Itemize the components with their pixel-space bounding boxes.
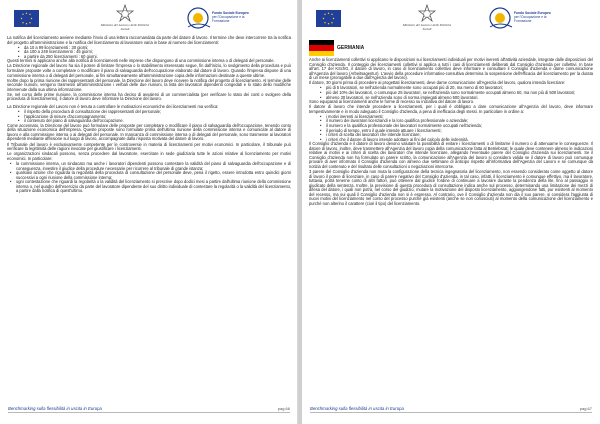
court-list [7, 162, 291, 194]
paragraph: La notifica del licenziamento avviene mediante l'invio di una lettera raccomandata da parte del datore di lavoro. Il termine che deve intercorrere tra la notifica del progetto all'amministrazione e la notifica del licenziamento al lavoratore varia in base al numero dei licenziamenti: [7, 35, 291, 45]
page-footer [310, 406, 592, 414]
checks-list [7, 110, 291, 124]
fund-label [212, 12, 256, 23]
fund-subtitle: per l'Occupazione e la Formazione [212, 14, 245, 23]
page-body [309, 36, 593, 207]
paragraph: Come accennato, la Direzione del lavoro può formulare delle proposte per completare o modificare il piano di salvaguardia dell'occupazione, tenendo conto della situazione economica dell'impresa. Queste proposte sono formulate prima dell'ultima riunione della commissione interna e comunicate al datore di lavoro e alla commissione interna o ai delegati del personale. In mancanza di commissione interna o di delegati del personale, sono trasmesse ai lavoratori dipendenti mediante affissione sul luogo di lavoro, accompagnate dalla risposta motivata del datore di lavoro. [7, 122, 291, 142]
paragraph: Sono equiparati ai licenziamenti anche le forme di recesso su iniziativa del datore di lavoro. [309, 99, 475, 105]
fund-name: Fondo Sociale Europeo [212, 11, 249, 15]
footer-title: Benchmarking sulla flessibilità in uscita in Europa [8, 406, 102, 411]
list-item: • il periodo di tempo, entro il quale intende attuare i licenziamenti; [309, 129, 593, 134]
paragraph: Anche ai licenziamenti collettivi si applicano le disposizioni sui licenziamenti individuali per motivi inerenti all'attività aziendale, integrate dalle disposizioni del Consiglio d'azienda. Il conteggio dei licenziamenti collettivi si applica a tutti i casi di licenziamenti deliberati dal Consiglio d'azienda per collettivi. In base all'art. 17 del KSchG, il datore di lavoro, in caso di licenziamento collettivo deve informare e consultare il Consiglio d'azienda e darne comunicazione all'Agenzia del lavoro (Arbeitsagentur). L'avvio della procedure informativo-consultiva determina la sospensione dell'efficacia del licenziamento per la durata di un mese (prorogabile a due dall'Agenzia del lavoro). [309, 57, 593, 81]
germany-flag-icon [309, 40, 334, 56]
list-item: • la commissione interna, un sindacato ma anche i lavoratori dipendenti possono contestare la validità del piano di salvaguardia dell'occupazione e di conseguenza, investire il giudice della procedure necessarie per ricorrere al tribunale di grande istanza; [7, 162, 291, 171]
list-item: • il numero dei lavoratori licenziandi e la loro qualifica professionale o aziendale; [309, 119, 593, 124]
list-item: • più del 10% dei lavoratori, o comunque 25 lavoratori, se nell'azienda sono normalmente occupati almeno 60, ma non più di 500 lavoratori; [309, 91, 593, 96]
eu-flag-icon [316, 10, 341, 27]
list-item: • da 100 a 249 licenziamenti : 45 giorni; [7, 50, 291, 55]
fund-name: Fondo Sociale Europeo [514, 11, 551, 15]
threshold-list [7, 46, 291, 60]
info-list [309, 115, 593, 142]
list-item: • a partire da 250 licenziamenti : 60 giorni. [7, 55, 291, 60]
page-right [302, 0, 600, 424]
ministry-label: Ministero del Lavoro e delle Politiche Sociali [402, 23, 452, 31]
paragraph: La Direzione regionale del lavoro ha sia il potere di limitare l'impresa o lo stabilimento interessato segue, fin dall'inizio, lo svolgimento della procedura e può formulare proposte volte a completare o modificare il piano di salvaguardia dell'occupazione elaborato dal datore di lavoro. Quando l'impresa dispone di una commissione interna o di delegati del personale, ai fini simultaneamente all'amministrazione copia delle informazioni destinate a queste ultime. [7, 63, 291, 78]
list-item: • l'applicazione di misure d'accompagnamento; [7, 115, 291, 120]
list-item: • almeno 30 lavoratori, se nell'azienda sono di norma impiegati almeno 500 lavoratori. [309, 96, 593, 101]
page-header [310, 2, 592, 32]
list-item: • più di 5 lavoratori, se nell'azienda normalmente sono occupati più di 20, ma meno di 60 lavoratori; [309, 86, 593, 91]
list-item: • il contenuto del piano di salvaguardia dell'occupazione. [7, 119, 291, 124]
list-item: • da 10 a 99 licenziamenti : 30 giorni; [7, 46, 291, 51]
page-body [7, 36, 291, 194]
fund-label [514, 12, 558, 23]
page-number: pag.67 [579, 406, 592, 411]
paragraph: Il Tribunale del lavoro è esclusivamente competente per le controversie in materia di licenziamenti per motivi economici. In particolare, il tribunale può verificare la legittimità delle ragioni invocate per giustificare i licenziamenti. [7, 141, 291, 152]
list-item: • il numero e la qualifica professionale dei lavoratori normalmente occupati nell'azienda; [309, 124, 593, 129]
page-footer [8, 406, 290, 414]
footer-divider [310, 412, 592, 413]
threshold-list [309, 86, 593, 100]
paragraph: Il datore, 30 giorni prima di procedere ai progettati licenziamenti, deve darne comunicazione all'Agenzia del lavoro, qualora intenda licenziare: [309, 80, 566, 86]
country-heading [309, 40, 593, 56]
list-item: • i motivi inerenti ai licenziamenti; [309, 115, 593, 120]
list-item: • i criteri di scelta dei lavoratori che intende licenziare; [309, 133, 593, 138]
list-item: • qualsiasi azione che riguarda la regolarità della procedura di consultazione del personale deve, pena il rigetto, essere introdotta entro quindici giorni successivi a ogni riunione della commissione interna; [7, 171, 291, 180]
fund-subtitle: per l'Occupazione e la Formazione [514, 14, 547, 23]
list-item: • ogni contestazione che riguardi la regolarità o la validità del licenziamento si prescrive dopo dodici mesi a partire dall'ultima riunione della commissione interna o, nel quadro dell'esercizio da parte del lavoratore dipendente del suo diritto individuale di contestare la regolarità o la validità del licenziamento, a partire dalla notifica di quest'ultimo. [7, 180, 291, 194]
paragraph: Il Consiglio d'azienda e il datore di lavoro devono valutare la possibilità di evitare i licenziamenti o di limitarne il numero o di attenuarne le conseguenze. Il datore di lavoro, inoltre, deve trasmettere all'Agenzia del lavoro copia della comunicazione fatta al Betriebsrat; le quale deve contenere almeno le indicazioni relative ai motivi e ai criteri di scelta dei lavoratori che intende licenziare, allegando l'eventuale parere del Consiglio d'azienda sui licenziamenti. Se il Consiglio d'azienda non ha formulato un parere scritto, la comunicazione all'Agenzia del lavoro si considera valida se il datore di lavoro può comunque provare di aver informato il Consiglio d'azienda con almeno due settimane di anticipo rispetto all'informativa dell'Agenzia del Lavoro e se comunque dà notizia del contenuto e del risultato delle consultazioni o negoziazioni intercorse. [309, 141, 593, 169]
paragraph: Inoltre dopo la prima riunione dei rappresentanti del personale, la Direzione del lavoro deve ricevere la notifica del progetto di licenziamento. Al termine delle seconde riunioni, vengono trasmessi all'amministrazione i verbali delle due riunioni, la lista dei lavoratori dipendenti congedati e lo stato dello modifiche intervenute dalla sua ultima informazione. [7, 77, 291, 92]
list-item: • i criteri che il datore di lavoro intende adottare ai fini del calcolo delle indennità. [309, 138, 593, 143]
page-left [0, 0, 298, 424]
paragraph: Se, nel corso delle prime riunione, la commissione interna ha deciso di avvalersi di un commercialista (per verificare lo stato dei conti o svolgere della procedura di licenziamento), il datore di lavoro deve informare la Direzione del lavoro. [7, 91, 291, 102]
page-number: pag.66 [277, 406, 290, 411]
footer-divider [8, 412, 290, 413]
footer-title: Benchmarking sulla flessibilità in uscita in Europa [310, 406, 404, 411]
paragraph: Le organizzazioni sindacali possono, senza procedere dal lavoratore, esercitare in sede giudiziaria tutte le azioni relative al licenziamento per motivi economici. In particolare: [7, 151, 291, 161]
page-header [8, 2, 290, 32]
paragraph: Questi termini si applicano anche alla notifica di licenziamenti nelle imprese che dispongono di una commissione interna o di delegati del personale. [7, 58, 275, 64]
ministry-label: Ministero del Lavoro e delle Politiche Sociali [100, 23, 150, 31]
paragraph: Il datore di lavoro che intende procedere a licenziamenti, per i quali è obbligato a dare comunicazione all'Agenzia del lavoro, deve informare tempestivamente e in modo adeguato il Consiglio d'azienda, a pena di inefficacia degli stessi. In particolare in ordine a: [309, 104, 593, 114]
paragraph: La Direzione regionale del Lavoro non è tenuta a controllare le motivazioni economiche dei licenziamenti ma verifica: [7, 104, 219, 110]
list-item: • il rispetto della procedura di consultazione dei rappresentanti del personale; [7, 110, 291, 115]
paragraph: 3 parere del Consiglio d'azienda non muta la configurazione della tecnica ingegnatoria del licenziamento, non essendo considerato come oggetto al datore di lavoro il potere di licenziare, in caso di parere negativo del Consiglio d'azienda, in tal caso, infatti, il licenziamento è comunque effettivo, ma il lavoratore, tuttavia, potrà tenerne conto di altri fattori, può ottenere dal giudice l'ordine di continuare a lavorare durante la pendenza della lite, fino al passaggio in giudicato della sentenza. Inoltre, la previsione di questa procedura di consultazione indica anche sul processo, determinando una limitazione dei mezzi di difesa del datore, i quali non potrà, nel corso del giudizio, mutare la motivazione del disposto licenziamento, aggiungendone fatti, pur esistenti al momento del recesso, ma sui quali il Consiglio d'azienda non si è espresso. Al contrario, ove il Consiglio d'azienda non dia il suo parere, si considera l'aggiunta di nuovi motivi del licenziamento nel corso del processo purché già esistenti (anche se non conosciuti) al momento della comunicazione del licenziamento e purché non alterino il carattere (cioè il tipo) del licenziamento. [309, 169, 593, 206]
eu-flag-icon [14, 10, 39, 27]
country-name: GERMANIA [337, 44, 365, 51]
